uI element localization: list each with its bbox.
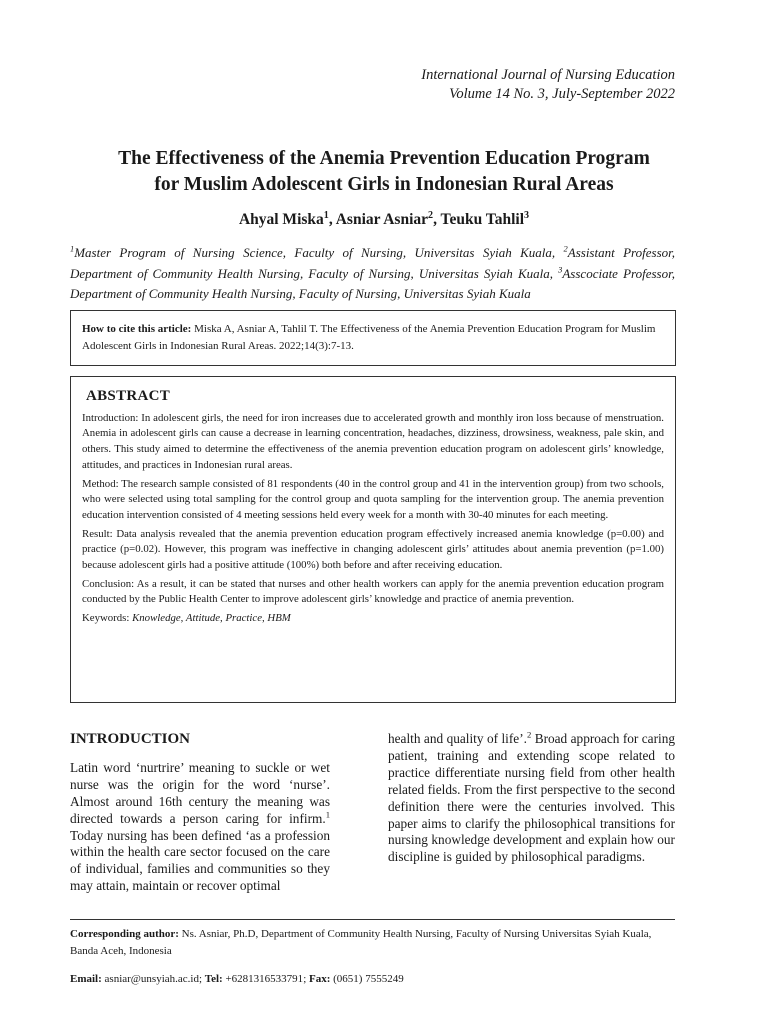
- affil-mark: 3: [558, 264, 563, 275]
- author-name: Asniar Asniar: [335, 211, 429, 228]
- intro-text: health and quality of life’.: [388, 731, 527, 746]
- author-affil-mark: 1: [323, 209, 329, 221]
- affiliations: [70, 243, 675, 305]
- footer: [70, 926, 675, 988]
- article-title: [40, 146, 728, 198]
- intro-paragraph-left: [70, 760, 330, 895]
- abstract-heading: ABSTRACT: [86, 388, 171, 404]
- title-line-1: The Effectiveness of the Anemia Prevention Education Program: [118, 148, 650, 169]
- affil-mark: 1: [70, 243, 75, 254]
- abstract-keywords: [82, 611, 664, 627]
- corresponding-author: [70, 926, 675, 960]
- intro-paragraph-right: [388, 731, 675, 866]
- abstract-result: Result: Data analysis revealed that the anemia prevention education program effectively increased anemia knowledge (p=0.00) and practice (p=0.02). However, this program was ineffective in changing adolescent girls’ attitudes about anemia prevention (p=1.00) because adolescent girls had a positive attitude (100%) both before and after receiving education.: [82, 527, 664, 572]
- abstract-method: Method: The research sample consisted of 81 respondents (40 in the control group and 41 in the intervention group) from two schools, who were selected using total sampling for the control group and quota sampling for the intervention group. The anemia prevention education intervention consisted of 4 meeting sessions held every week for a month with 30-40 minutes for each meeting.: [82, 477, 664, 521]
- affiliation-1: Master Program of Nursing Science, Faculty of Nursing, Universitas Syiah Kuala,: [74, 245, 564, 260]
- corr-label: Corresponding author:: [70, 928, 179, 940]
- fax-label: Fax:: [309, 973, 331, 985]
- citation-text: Miska A, Asniar A, Tahlil T. The Effectiveness of the Anemia Prevention Education Program for Muslim Adolescent Girls in Indonesian Rural Areas. 2022;14(3):7-13.: [82, 323, 656, 352]
- keywords-label: Keywords:: [82, 612, 133, 625]
- abstract-box: [70, 376, 676, 703]
- abstract-introduction: Introduction: In adolescent girls, the need for iron increases due to accelerated growth and monthly iron loss because of menstruation. Anemia in adolescent girls can cause a decrease in learning concentration, headaches, dizziness, drowsiness, weakness, pale skin, and others. This study aimed to determine the effectiveness of the anemia prevention education program on adolescent girls’ knowledge, attitudes, and practices in Indonesian rural areas.: [82, 411, 664, 471]
- intro-text: Today nursing has been defined ‘as a profession within the health care sector focused on the care of individual, families and communities so they may attain, maintain or recover optimal: [70, 827, 330, 894]
- affiliation-3: Asscociate Professor, Department of Community Health Nursing, Faculty of Nursing, Universitas Syiah Kuala: [70, 265, 675, 301]
- introduction-heading: INTRODUCTION: [70, 731, 191, 747]
- corr-text: Ns. Asniar, Ph.D, Department of Community Health Nursing, Faculty of Nursing Universitas Syiah Kuala, Banda Aceh, Indonesia: [70, 928, 652, 957]
- intro-column-right: [388, 731, 675, 866]
- fax-value: (0651) 7555249: [330, 973, 404, 985]
- footer-divider: [70, 919, 675, 920]
- intro-text: Broad approach for caring patient, training and extending scope related to practice differentiate nursing field from other health related fields. From the first perspective to the second definition there were the centuries involved. This paper aims to clarify the philosophical transitions for nursing knowledge development and explain how our discipline is guided by philosophical paradigms.: [388, 731, 675, 865]
- reference-mark: 1: [325, 809, 330, 820]
- title-line-2: for Muslim Adolescent Girls in Indonesian Rural Areas: [154, 174, 614, 195]
- citation-box: [70, 310, 676, 366]
- citation-label: How to cite this article:: [82, 323, 192, 335]
- email-label: Email:: [70, 973, 102, 985]
- intro-text: Latin word ‘nurtrire’ meaning to suckle or wet nurse was the origin for the word ‘nurse’. Almost around 16th century the meaning was directed towards a person caring for infirm.: [70, 759, 330, 826]
- author-list: Ahyal Miska$^1$, Asniar Asniar$^2$, Teuku Tahlil$^3$: [238, 209, 530, 228]
- author-name: Teuku Tahlil: [440, 211, 525, 228]
- journal-header: [421, 66, 675, 104]
- author-affil-mark: 3: [524, 209, 530, 221]
- affiliation-2: Assistant Professor, Department of Community Health Nursing, Faculty of Nursing, Universitas Syiah Kuala,: [70, 245, 675, 281]
- email-value: asniar@unsyiah.ac.id: [101, 973, 199, 985]
- contact-line: Email: asniar@unsyiah.ac.id; Tel: +6281316533791; Fax: (0651) 7555249: [70, 973, 404, 985]
- journal-name: International Journal of Nursing Education: [421, 67, 675, 83]
- intro-column-left: [70, 731, 330, 895]
- affil-mark: 2: [563, 243, 568, 254]
- abstract-conclusion: Conclusion: As a result, it can be stated that nurses and other health workers can apply for the anemia prevention education program conducted by the Public Health Center to improve adolescent girls’ knowledge and practice of anemia prevention.: [82, 577, 664, 606]
- tel-value: +6281316533791: [222, 973, 304, 985]
- journal-volume: Volume 14 No. 3, July-September 2022: [449, 86, 675, 102]
- author-name: Ahyal Miska: [238, 211, 324, 228]
- reference-mark: 2: [526, 729, 532, 740]
- author-affil-mark: 2: [428, 209, 434, 221]
- keywords-list: Knowledge, Attitude, Practice, HBM: [132, 612, 291, 625]
- tel-label: Tel:: [204, 973, 223, 985]
